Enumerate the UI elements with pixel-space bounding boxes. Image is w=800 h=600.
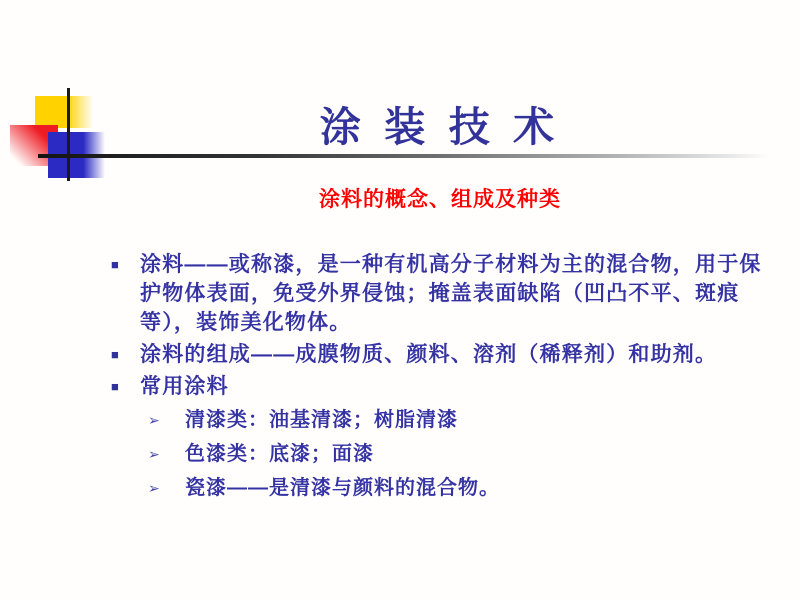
yellow-square-decoration [35, 96, 93, 128]
arrow-bullet-icon: ➢ [148, 446, 160, 462]
sub-bullet-item-2 [105, 438, 777, 470]
arrow-bullet-icon: ➢ [148, 480, 160, 496]
bullet-text-1: 涂料——或称漆，是一种有机高分子材料为主的混合物，用于保护物体表面，免受外界侵蚀；掩盖表面缺陷（凹凸不平、斑痕等），装饰美化物体。 [140, 253, 762, 334]
square-bullet-icon: ■ [111, 347, 119, 362]
arrow-bullet-icon: ➢ [148, 412, 160, 428]
sub-bullet-item-1 [105, 404, 777, 436]
bullet-item-1 [105, 250, 777, 337]
slide-body [105, 250, 777, 506]
square-bullet-icon: ■ [111, 257, 119, 272]
bullet-item-2 [105, 340, 777, 369]
bullet-text-2: 涂料的组成——成膜物质、颜料、溶剂（稀释剂）和助剂。 [140, 343, 718, 366]
bullet-text-3: 常用涂料 [140, 375, 229, 398]
square-bullet-icon: ■ [111, 379, 119, 394]
sub-bullet-text-3: 瓷漆——是清漆与颜料的混合物。 [185, 477, 500, 499]
horizontal-rule-decoration [38, 154, 770, 158]
sub-bullet-item-3 [105, 472, 777, 504]
slide-subtitle: 涂料的概念、组成及种类 [319, 188, 561, 211]
sub-bullet-text-2: 色漆类：底漆；面漆 [185, 443, 374, 465]
slide-title: 涂 装 技 术 [319, 104, 561, 150]
bullet-item-3 [105, 372, 777, 401]
sub-bullet-text-1: 清漆类：油基清漆；树脂清漆 [185, 409, 458, 431]
vertical-rule-decoration [67, 88, 70, 181]
